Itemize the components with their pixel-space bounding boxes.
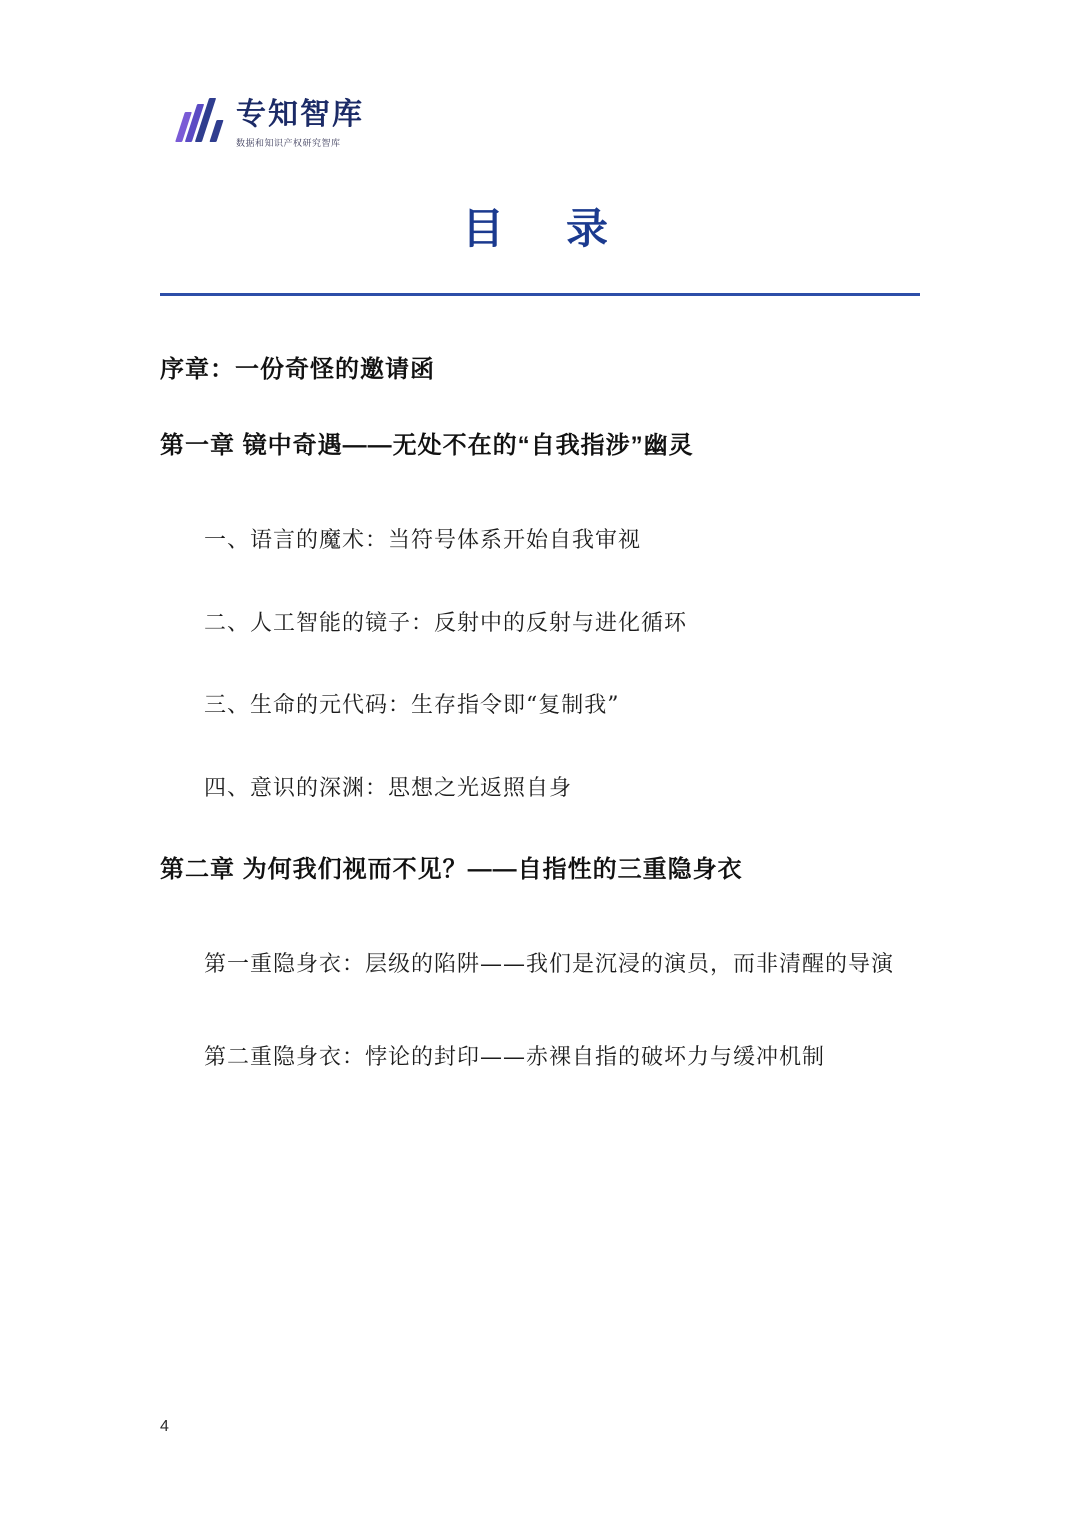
- table-of-contents: [160, 352, 930, 1113]
- toc-section-entry[interactable]: 第二重隐身衣：悖论的封印——赤裸自指的破坏力与缓冲机制: [204, 1044, 826, 1070]
- brand-logo: [176, 96, 364, 149]
- title-divider: [160, 293, 920, 296]
- toc-section-entry[interactable]: 一、语言的魔术：当符号体系开始自我审视: [204, 528, 642, 553]
- toc-section-entry[interactable]: 三、生命的元代码：生存指令即“复制我”: [204, 693, 620, 718]
- toc-chapter-entry[interactable]: 第一章 镜中奇遇——无处不在的“自我指涉”幽灵: [160, 432, 694, 459]
- toc-section-entry[interactable]: 四、意识的深渊：思想之光返照自身: [204, 775, 573, 801]
- logo-bars-icon: [176, 96, 228, 148]
- page-number: 4: [160, 1418, 169, 1435]
- brand-name: 专知智库: [236, 98, 364, 131]
- brand-tagline: 数据和知识产权研究智库: [236, 138, 341, 148]
- toc-section-entry[interactable]: 第一重隐身衣：层级的陷阱——我们是沉浸的演员，而非清醒的导演: [204, 952, 895, 977]
- toc-chapter-entry[interactable]: 第二章 为何我们视而不见？——自指性的三重隐身衣: [160, 856, 743, 883]
- toc-chapter-entry[interactable]: 序章：一份奇怪的邀请函: [160, 356, 435, 383]
- page-title: 目 录: [461, 205, 618, 252]
- toc-section-entry[interactable]: 二、人工智能的镜子：反射中的反射与进化循环: [204, 610, 688, 636]
